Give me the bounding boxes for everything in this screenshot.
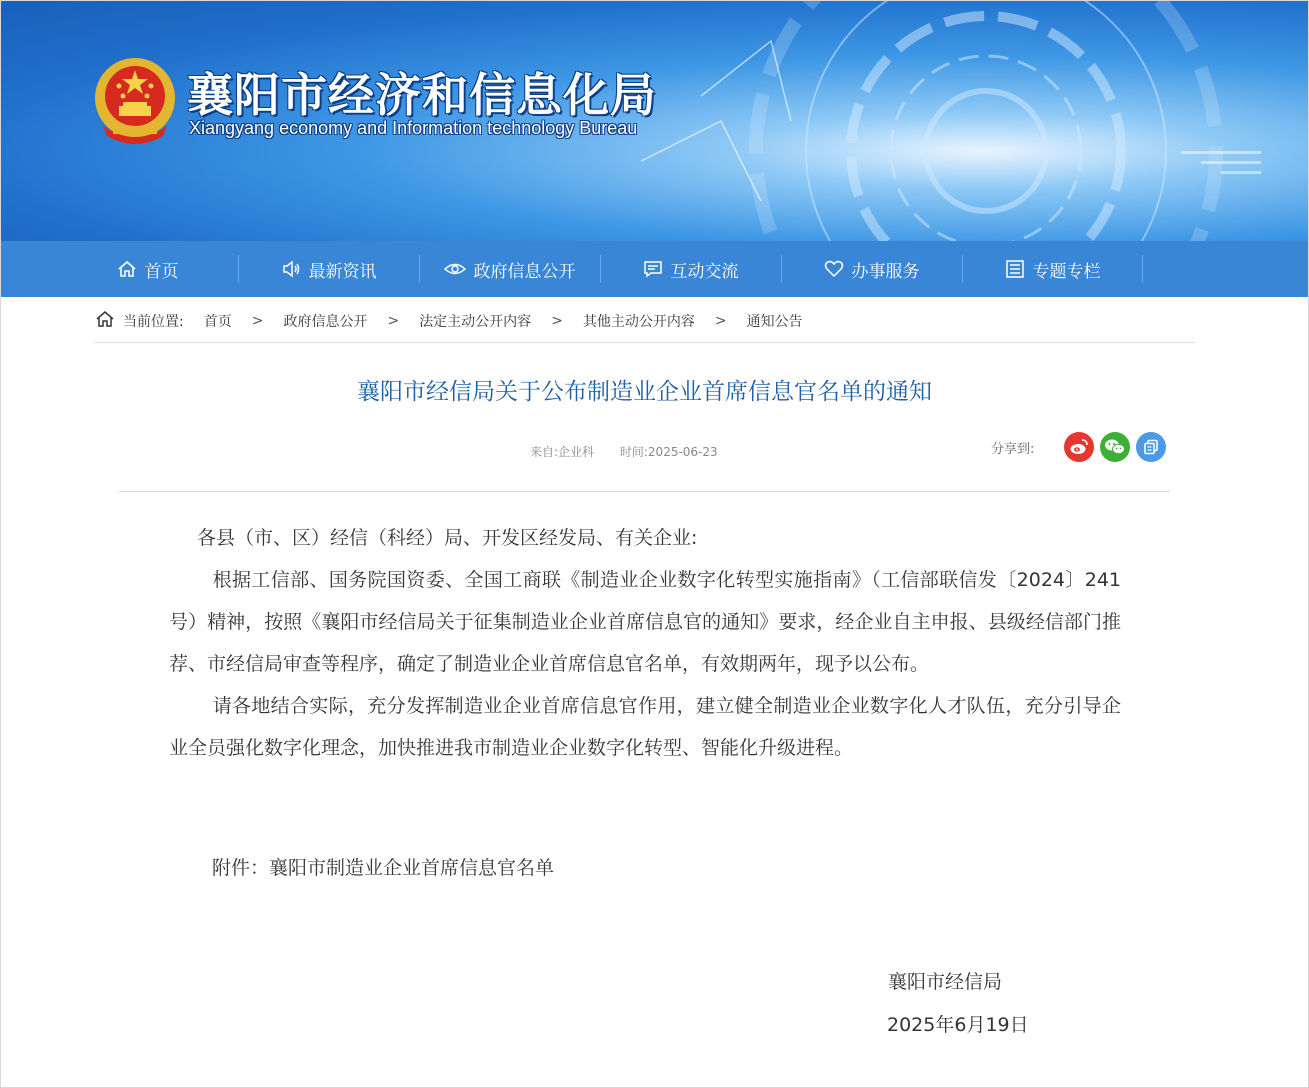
list-icon — [1005, 259, 1025, 279]
nav-label: 办事服务 — [851, 261, 920, 282]
nav-item-services[interactable] — [781, 241, 962, 297]
heart-icon — [824, 259, 844, 279]
home-icon — [117, 259, 137, 279]
main-nav — [1, 241, 1308, 297]
article-paragraph: 根据工信部、国务院国资委、全国工商联《制造业企业数字化转型实施指南》（工信部联信发〔2024〕241号）精神，按照《襄阳市经信局关于征集制造业企业首席信息官的通知》要求，经企业自主申报、县级经信部门推荐、市经信局审查等程序，确定了制造业企业首席信息官名单，有效期两年，现予以公布。 — [169, 569, 1121, 675]
weibo-share-button[interactable] — [1064, 432, 1094, 462]
breadcrumb-divider — [95, 342, 1195, 343]
article-paragraph: 各县（市、区）经信（科经）局、开发区经发局、有关企业: — [197, 527, 698, 549]
signature-date: 2025年6月19日 — [887, 1014, 1029, 1036]
site-subtitle: Xiangyang economy and Information technology Bureau — [189, 118, 638, 138]
breadcrumb-separator: > — [387, 313, 400, 329]
nav-label: 互动交流 — [670, 261, 739, 282]
speaker-icon — [281, 259, 301, 279]
header-banner — [1, 1, 1308, 241]
article-source: 来自:企业科 — [530, 445, 595, 459]
title-divider — [119, 491, 1170, 492]
weibo-icon — [1069, 438, 1089, 456]
nav-item-gov-info[interactable] — [419, 241, 600, 297]
nav-label: 首页 — [144, 261, 179, 282]
article-meta — [530, 443, 718, 460]
signature-org: 襄阳市经信局 — [888, 971, 1003, 993]
share-bar — [991, 432, 1166, 462]
breadcrumb-link-other[interactable]: 其他主动公开内容 — [582, 314, 695, 330]
article-date: 时间:2025-06-23 — [619, 445, 718, 459]
copy-link-button[interactable] — [1136, 432, 1166, 462]
breadcrumb-separator: > — [714, 313, 727, 329]
eye-icon — [444, 259, 466, 279]
article-body — [169, 517, 1121, 769]
breadcrumb-separator: > — [551, 313, 563, 329]
site-title: 襄阳市经济和信息化局 — [187, 68, 657, 122]
breadcrumb — [95, 310, 803, 332]
copy-icon — [1143, 439, 1159, 455]
breadcrumb-link-gov-info[interactable]: 政府信息公开 — [283, 314, 368, 330]
nav-item-special[interactable] — [962, 241, 1143, 297]
nav-item-news[interactable] — [238, 241, 419, 297]
national-emblem-icon — [93, 56, 177, 144]
wechat-share-button[interactable] — [1100, 432, 1130, 462]
home-icon — [95, 309, 115, 333]
breadcrumb-link-home[interactable]: 首页 — [203, 314, 232, 330]
breadcrumb-link-notice[interactable]: 通知公告 — [746, 314, 803, 330]
article-title: 襄阳市经信局关于公布制造业企业首席信息官名单的通知 — [357, 379, 932, 405]
article-paragraph: 请各地结合实际，充分发挥制造业企业首席信息官作用，建立健全制造业企业数字化人才队伍，充分引导企业全员强化数字化理念，加快推进我市制造业企业数字化转型、智能化升级进程。 — [169, 695, 1121, 759]
breadcrumb-prefix: 当前位置: — [123, 314, 184, 330]
attachment-link[interactable]: 附件：襄阳市制造业企业首席信息官名单 — [212, 857, 555, 879]
nav-item-home[interactable] — [57, 241, 238, 297]
nav-label: 政府信息公开 — [473, 261, 576, 282]
breadcrumb-separator: > — [251, 313, 264, 329]
nav-label: 专题专栏 — [1032, 261, 1101, 282]
nav-item-interaction[interactable] — [600, 241, 781, 297]
share-label: 分享到: — [991, 441, 1035, 457]
chat-icon — [643, 259, 663, 279]
nav-label: 最新资讯 — [308, 261, 377, 282]
breadcrumb-link-statutory[interactable]: 法定主动公开内容 — [419, 314, 532, 330]
wechat-icon — [1104, 438, 1126, 456]
